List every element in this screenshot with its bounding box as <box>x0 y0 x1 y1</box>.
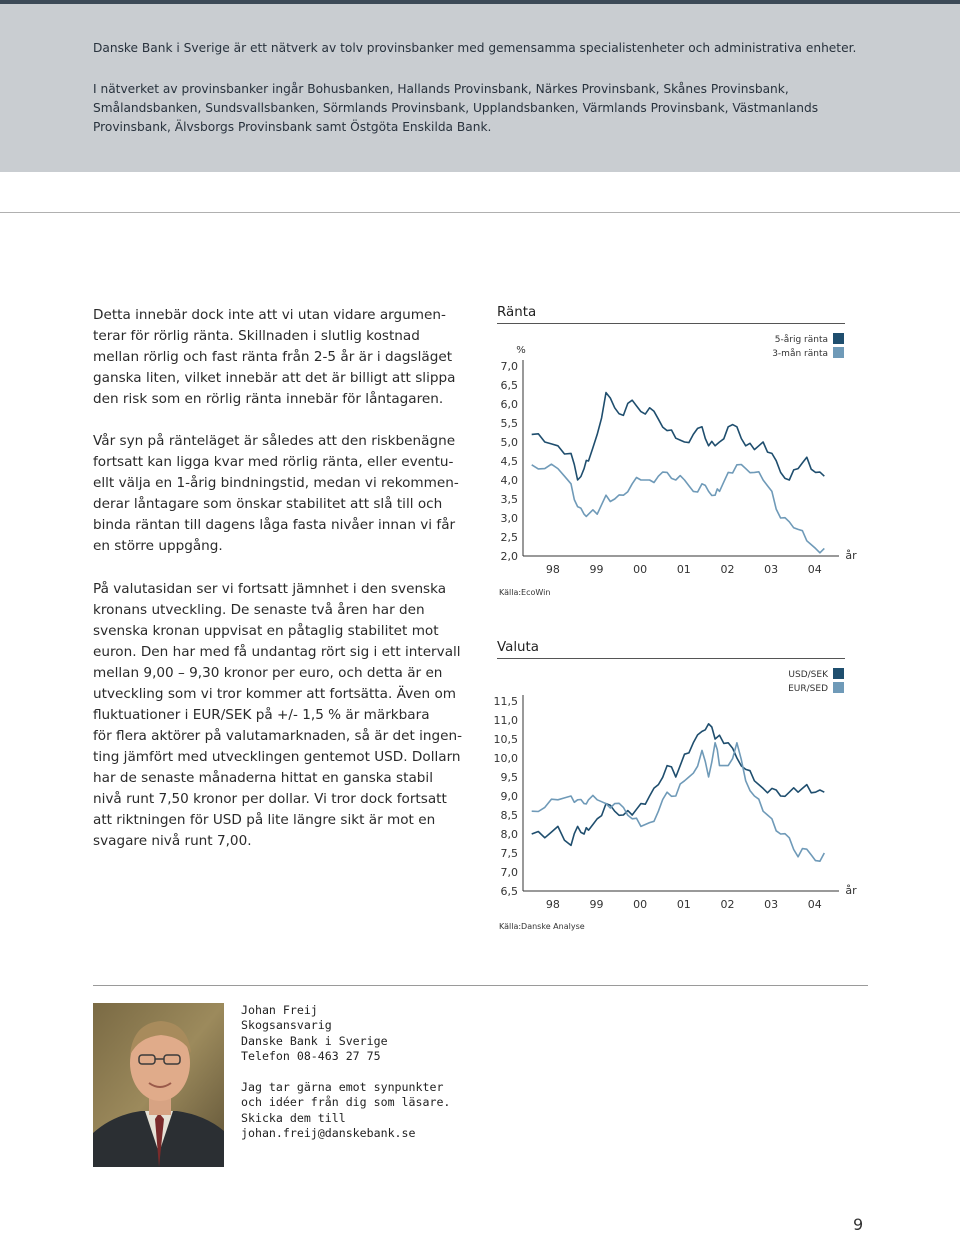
chart-title-ranta: Ränta <box>497 305 537 320</box>
chart-title-valuta: Valuta <box>497 640 539 655</box>
body-paragraph-2: Vår syn på ränteläget är således att den riskbenägne fortsatt kan ligga kvar med rörlig ränta, eller eventu- ellt välja en 1-årig bindningstid, medan vi rekommen- derar låntagare som önskar stabilitet att slå till och binda räntan till dagens låga fasta nivåer innan vi får en större uppgång. <box>93 433 459 554</box>
x-tick-label: 00 <box>633 563 648 576</box>
chart-source-valuta: Källa:Danske Analyse <box>499 922 585 931</box>
chart-title-rule <box>497 658 845 659</box>
y-tick-label: 6,5 <box>500 379 518 392</box>
y-tick-label: 5,5 <box>500 417 518 430</box>
y-tick-label: 7,0 <box>500 866 518 879</box>
x-tick-label: 98 <box>545 563 560 576</box>
legend-swatch <box>833 333 844 344</box>
y-tick-label: 2,0 <box>500 550 518 563</box>
x-tick-label: 04 <box>807 563 822 576</box>
y-axis-unit: % <box>516 345 526 356</box>
x-axis-label: år <box>845 549 857 562</box>
intro-paragraph-1: Danske Bank i Sverige är ett nätverk av tolv provinsbanker med gemensamma specialistenheter och administrativa enheter. <box>93 41 857 55</box>
page-number: 9 <box>853 1215 864 1234</box>
currency-chart <box>493 661 877 919</box>
series-line-dark <box>532 393 825 480</box>
series-line-light <box>532 464 825 553</box>
y-tick-label: 4,0 <box>500 474 518 487</box>
y-tick-label: 3,0 <box>500 512 518 525</box>
x-tick-label: 03 <box>764 563 779 576</box>
y-tick-label: 9,5 <box>500 771 518 784</box>
y-tick-label: 8,0 <box>500 828 518 841</box>
y-tick-label: 6,5 <box>500 885 518 898</box>
legend-swatch <box>833 682 844 693</box>
contact-message: Jag tar gärna emot synpunkter och idéer från dig som läsare. Skicka dem till johan.freij@danskebank.se <box>241 1080 451 1140</box>
y-tick-label: 5,0 <box>500 436 518 449</box>
y-tick-label: 2,5 <box>500 531 518 544</box>
legend-swatch <box>833 668 844 679</box>
chart-title-rule <box>497 323 845 324</box>
legend-label: 5-årig ränta <box>774 335 828 345</box>
y-tick-label: 10,5 <box>493 733 518 746</box>
x-tick-label: 01 <box>676 898 691 911</box>
y-tick-label: 9,0 <box>500 790 518 803</box>
y-tick-label: 11,0 <box>493 714 518 727</box>
y-tick-label: 8,5 <box>500 809 518 822</box>
series-line-dark <box>532 724 825 846</box>
x-tick-label: 03 <box>764 898 779 911</box>
x-axis-label: år <box>845 884 857 897</box>
body-paragraph-1: Detta innebär dock inte att vi utan vidare argumen- terar för rörlig ränta. Skillnaden i slutlig kostnad mellan rörlig och fast ränta från 2-5 år är i dagsläget ganska liten, vilket innebär att det är billigt att slippa den risk som en rörlig ränta innebär för låntagaren. <box>93 307 456 407</box>
intro-box <box>0 4 960 172</box>
y-tick-label: 11,5 <box>493 695 518 708</box>
x-tick-label: 99 <box>589 563 604 576</box>
series-line-light <box>532 743 825 861</box>
legend-label: 3-mån ränta <box>772 349 828 359</box>
section-divider-bottom <box>93 985 868 986</box>
y-tick-label: 7,0 <box>500 360 518 373</box>
author-photo <box>93 1003 224 1167</box>
contact-details: Johan Freij Skogsansvarig Danske Bank i Sverige Telefon 08-463 27 75 <box>241 1003 388 1063</box>
section-divider-top <box>0 212 960 213</box>
legend-label: USD/SEK <box>788 670 828 680</box>
y-tick-label: 6,0 <box>500 398 518 411</box>
x-tick-label: 01 <box>676 563 691 576</box>
y-tick-label: 4,5 <box>500 455 518 468</box>
intro-paragraph-2: I nätverket av provinsbanker ingår Bohusbanken, Hallands Provinsbank, Närkes Provinsbank, Skånes Provinsbank, Smålandsbanken, Sundsvallsbanken, Sörmlands Provinsbank, Upplandsbanken, Värmlands Provinsbank, Västmanlands Provinsbank, Älvsborgs Provinsbank samt Östgöta Enskilda Bank. <box>93 82 819 134</box>
x-tick-label: 02 <box>720 563 735 576</box>
legend-swatch <box>833 347 844 358</box>
x-tick-label: 00 <box>633 898 648 911</box>
y-tick-label: 10,0 <box>493 752 518 765</box>
x-tick-label: 04 <box>807 898 822 911</box>
x-tick-label: 02 <box>720 898 735 911</box>
x-tick-label: 98 <box>545 898 560 911</box>
chart-source-ranta: Källa:EcoWin <box>499 588 551 597</box>
legend-label: EUR/SED <box>788 684 828 694</box>
x-tick-label: 99 <box>589 898 604 911</box>
interest-rate-chart <box>497 326 877 584</box>
y-tick-label: 7,5 <box>500 847 518 860</box>
body-paragraph-3: På valutasidan ser vi fortsatt jämnhet i den svenska kronans utveckling. De senaste två åren har den svenska kronan uppvisat en påtaglig stabilitet mot euron. Den har med få undantag rört sig i ett intervall mellan 9,00 – 9,30 kronor per euro, och detta är en utveckling som vi tror kommer att fortsätta. Även om fluktuationer i EUR/SEK på +/- 1,5 % är märkbara för flera aktörer på valutamarknaden, så är det ingen- ting jämfört med utvecklingen gentemot USD. Dollarn har de senaste månaderna hittat en ganska stabil nivå runt 7,50 kronor per dollar. Vi tror dock fortsatt att riktningen för USD på lite längre sikt är mot en svagare nivå runt 7,00. <box>93 581 463 849</box>
y-tick-label: 3,5 <box>500 493 518 506</box>
